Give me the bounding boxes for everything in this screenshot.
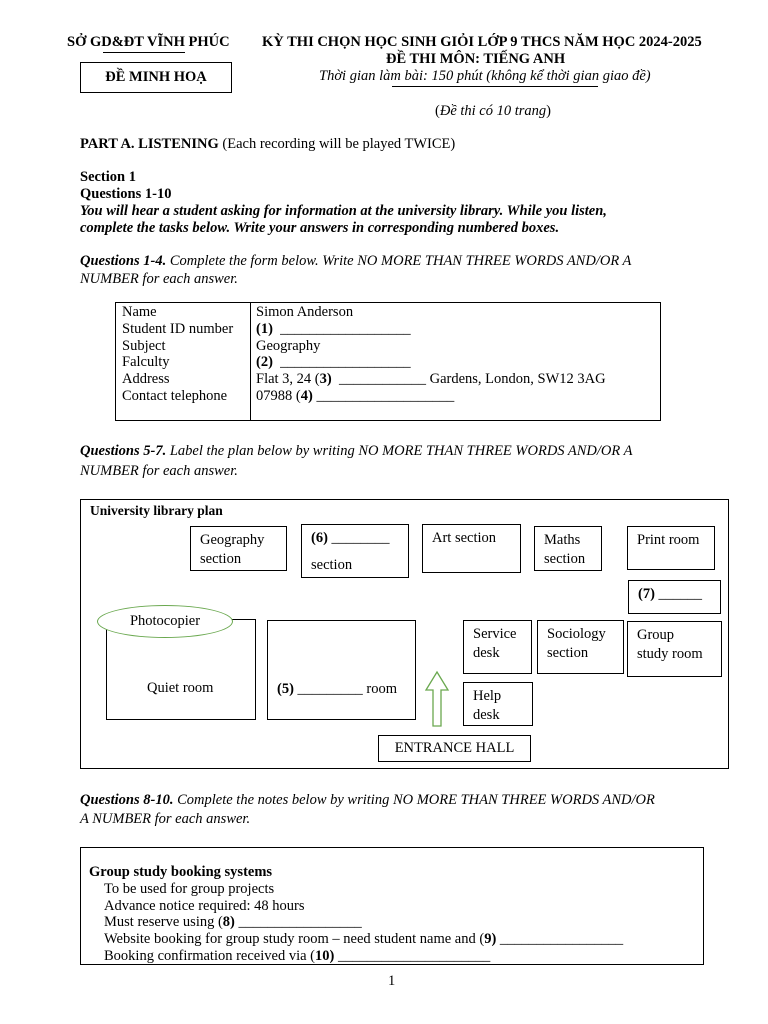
time-note: Thời gian làm bài: 150 phút (không kể thời gian giao đề) <box>319 68 651 84</box>
q6-section: (6) ________ section <box>301 524 409 578</box>
q1-4-instruction: Questions 1-4. Complete the form below. Write NO MORE THAN THREE WORDS AND/OR A <box>80 253 632 269</box>
photocopier-oval: Photocopier <box>97 605 233 638</box>
subject-line: ĐỀ THI MÔN: TIẾNG ANH <box>386 51 566 67</box>
booking-notes: Group study booking systems To be used for group projects Advance notice required: 48 hours Must reserve using (8) _________________ Website booking for group study room – need student name and (9) _________________ Booking confirmation received via (10) _____________________ <box>89 864 624 964</box>
form-label: Name <box>122 304 157 320</box>
entrance-arrow <box>424 670 450 728</box>
entrance-hall: ENTRANCE HALL <box>378 735 531 762</box>
form-row <box>116 321 606 338</box>
sociology-section: Sociology section <box>537 620 624 674</box>
form-label: Address <box>122 371 170 388</box>
form-row <box>116 354 606 371</box>
print-room: Print room <box>627 526 715 570</box>
form-value: Geography <box>256 337 321 354</box>
q5-7-instruction: Questions 5-7. Label the plan below by writing NO MORE THAN THREE WORDS AND/OR A <box>80 443 633 459</box>
group-study-room: Group study room <box>627 621 722 677</box>
service-desk: Service desk <box>463 620 532 674</box>
part-a-heading: PART A. LISTENING (Each recording will be played TWICE) <box>80 136 456 152</box>
geography-section: Geography section <box>190 526 287 571</box>
q1-4-instruction-2: NUMBER for each answer. <box>80 271 238 287</box>
plan-title: University library plan <box>90 503 223 518</box>
q5-room: (5) _________ room <box>267 620 416 720</box>
student-form-table <box>116 304 606 405</box>
time-underline <box>392 86 598 87</box>
student-form-box <box>115 302 661 421</box>
form-row <box>116 371 606 388</box>
section-questions: Questions 1-10 <box>80 186 172 202</box>
q8-10-instruction-2: A NUMBER for each answer. <box>80 811 251 827</box>
form-value: Simon Anderson <box>256 304 354 320</box>
form-value: (1) __________________ <box>256 320 411 337</box>
quiet-room: Quiet room <box>106 619 256 720</box>
q7-room: (7) ______ <box>628 580 721 614</box>
form-value: 07988 (4) ___________________ <box>256 387 455 404</box>
section-instruction-1: You will hear a student asking for information at the university library. While you listen, <box>80 203 607 219</box>
form-label: Falculty <box>122 354 170 371</box>
section-title: Section 1 <box>80 169 136 185</box>
form-value: (2) __________________ <box>256 354 411 371</box>
arrow-up-icon <box>426 672 448 726</box>
badge-box <box>80 62 232 93</box>
department-underline <box>103 52 185 53</box>
page-number: 1 <box>388 973 396 989</box>
help-desk: Help desk <box>463 682 533 726</box>
form-label: Student ID number <box>122 320 234 337</box>
art-section: Art section <box>422 524 521 573</box>
form-label: Subject <box>122 337 166 354</box>
form-label: Contact telephone <box>122 387 228 404</box>
q5-7-instruction-2: NUMBER for each answer. <box>80 463 238 479</box>
exam-title: KỲ THI CHỌN HỌC SINH GIỎI LỚP 9 THCS NĂM HỌC 2024-2025 <box>262 34 702 50</box>
form-row <box>116 304 606 321</box>
booking-notes-box <box>80 847 704 965</box>
form-row <box>116 388 606 405</box>
department-name: SỞ GD&ĐT VĨNH PHÚC <box>67 34 230 50</box>
form-value: Flat 3, 24 (3) ____________ Gardens, London, SW12 3AG <box>256 371 606 388</box>
maths-section: Maths section <box>534 526 602 571</box>
pages-note: (Đề thi có 10 trang) <box>435 103 552 119</box>
section-instruction-2: complete the tasks below. Write your answers in corresponding numbered boxes. <box>80 220 560 236</box>
badge-text: ĐỀ MINH HOẠ <box>105 69 207 85</box>
form-row <box>116 338 606 355</box>
q8-10-instruction: Questions 8-10. Complete the notes below by writing NO MORE THAN THREE WORDS AND/OR <box>80 792 655 808</box>
